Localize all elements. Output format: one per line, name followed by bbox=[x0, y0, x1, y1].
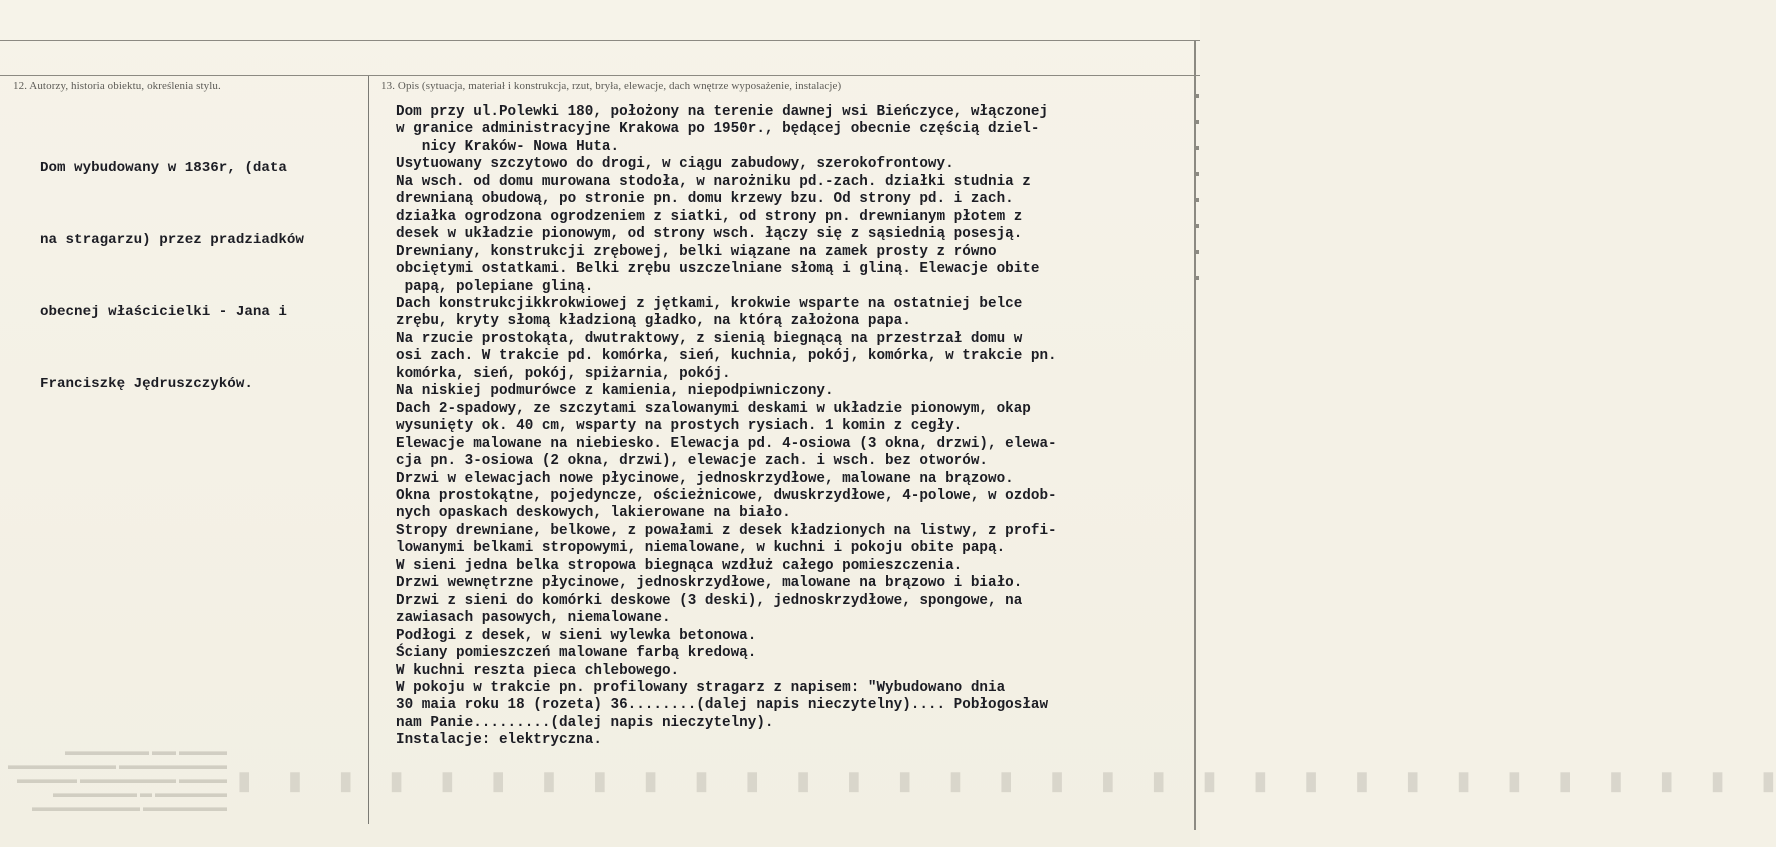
authors-line: obecnej właścicielki - Jana i bbox=[40, 304, 287, 320]
description-line: Drewniany, konstrukcji zrębowej, belki wiązane na zamek prosty z równo bbox=[396, 243, 997, 260]
column-divider bbox=[368, 76, 369, 824]
description-line: Podłogi z desek, w sieni wylewka betonowa. bbox=[396, 627, 757, 644]
description-line: zawiasach pasowych, niemalowane. bbox=[396, 610, 671, 627]
show-through-lines: ▬▬▬▬ ▬▬ ▬▬▬▬▬▬▬ ▬▬▬▬▬▬▬▬▬ ▬▬▬▬▬▬▬▬▬ ▬▬▬▬ ▬▬▬▬▬▬▬▬ ▬▬▬▬▬ ▬▬▬▬▬▬ ▬ ▬▬▬▬▬▬▬ ▬▬▬▬▬▬▬ ▬▬▬▬▬▬▬▬▬ bbox=[8, 744, 227, 814]
description-line: 30 maia roku 18 (rozeta) 36........(dalej napis nieczytelny).... Pobłogosław bbox=[396, 697, 1049, 714]
description-line: W kuchni reszta pieca chlebowego. bbox=[396, 662, 680, 679]
description-line: nam Panie.........(dalej napis nieczytelny). bbox=[396, 714, 774, 731]
description-line: drewnianą obudową, po stronie pn. domu krzewy bzu. Od strony pd. i zach. bbox=[396, 191, 1014, 208]
section-12-label: 12. Autorzy, historia obiektu, określenia stylu. bbox=[13, 80, 221, 92]
description-text bbox=[396, 104, 1176, 750]
authors-history-text bbox=[40, 108, 340, 444]
description-line: Drzwi z sieni do komórki deskowe (3 deski), jednoskrzydłowe, spongowe, na bbox=[396, 592, 1023, 609]
description-line: Drzwi w elewacjach nowe płycinowe, jednoskrzydłowe, malowane na brązowo. bbox=[396, 470, 1014, 487]
description-line: papą, polepiane gliną. bbox=[396, 278, 594, 295]
description-line: komórka, sień, pokój, spiżarnia, pokój. bbox=[396, 365, 731, 382]
description-line: Okna prostokątne, pojedyncze, ościeżnicowe, dwuskrzydłowe, 4-polowe, w ozdob- bbox=[396, 487, 1057, 504]
description-line: Stropy drewniane, belkowe, z powałami z desek kładzionych na listwy, z profi- bbox=[396, 522, 1057, 539]
description-line: lowanymi belkami stropowymi, niemalowane, w kuchni i pokoju obite papą. bbox=[396, 540, 1006, 557]
binding-marks bbox=[1192, 94, 1200, 324]
description-line: W sieni jedna belka stropowa biegnąca wzdłuż całego pomieszczenia. bbox=[396, 557, 963, 574]
description-line: w granice administracyjne Krakowa po 1950r., będącej obecnie częścią dziel- bbox=[396, 121, 1040, 138]
description-line: cja pn. 3-osiowa (2 okna, drzwi), elewacje zach. i wsch. bez otworów. bbox=[396, 453, 988, 470]
description-line: obciętymi ostatkami. Belki zrębu uszczelniane słomą i gliną. Elewacje obite bbox=[396, 261, 1040, 278]
description-line: Instalacje: elektryczna. bbox=[396, 732, 602, 749]
description-line: Na wsch. od domu murowana stodoła, w narożniku pd.-zach. działki studnia z bbox=[396, 173, 1031, 190]
description-line: wysunięty ok. 40 cm, wsparty na prostych rysiach. 1 komin z cegły. bbox=[396, 418, 963, 435]
header-separator-line bbox=[0, 75, 1200, 76]
top-border-line bbox=[0, 40, 1200, 41]
description-line: Dom przy ul.Polewki 180, położony na terenie dawnej wsi Bieńczyce, włączonej bbox=[396, 104, 1049, 120]
description-line: nych opaskach deskowych, lakierowane na biało. bbox=[396, 505, 791, 522]
description-line: Usytuowany szczytowo do drogi, w ciągu zabudowy, szerokofrontowy. bbox=[396, 156, 954, 173]
description-line: Ściany pomieszczeń malowane farbą kredową. bbox=[396, 645, 757, 662]
description-line: Dach konstrukcjikkrokwiowej z jętkami, krokwie wsparte na ostatniej belce bbox=[396, 295, 1023, 312]
description-line: desek w układzie pionowym, od strony wsch. łączy się z sąsiednią posesją. bbox=[396, 226, 1023, 243]
authors-line: na stragarzu) przez pradziadków bbox=[40, 232, 304, 248]
description-line: Dach 2-spadowy, ze szczytami szalowanymi deskami w układzie pionowym, okap bbox=[396, 400, 1031, 417]
section-13-label: 13. Opis (sytuacja, materiał i konstrukcja, rzut, bryła, elewacje, dach wnętrze wyposażenie, instalacje) bbox=[381, 80, 842, 92]
description-line: nicy Kraków- Nowa Huta. bbox=[396, 138, 620, 155]
description-line: Na rzucie prostokąta, dwutraktowy, z sienią biegnącą na przestrzał domu w bbox=[396, 330, 1023, 347]
description-line: osi zach. W trakcie pd. komórka, sień, kuchnia, pokój, komórka, w trakcie pn. bbox=[396, 348, 1057, 365]
show-through-alphabet: ▮ ▮ ▮ ▮ ▮ ▮ ▮ ▮ ▮ ▮ ▮ ▮ ▮ ▮ ▮ ▮ ▮ ▮ ▮ ▮ ▮ ▮ ▮ ▮ ▮ ▮ ▮ ▮ ▮ ▮ ▮ bbox=[222, 766, 1776, 795]
description-line: działka ogrodzona ogrodzeniem z siatki, od strony pn. drewnianym płotem z bbox=[396, 208, 1023, 225]
authors-line: Franciszkę Jędruszczyków. bbox=[40, 376, 253, 392]
description-line: zrębu, kryty słomą kładzioną gładko, na którą założona papa. bbox=[396, 313, 911, 330]
description-line: Na niskiej podmurówce z kamienia, niepodpiwniczony. bbox=[396, 383, 834, 400]
description-line: Drzwi wewnętrzne płycinowe, jednoskrzydłowe, malowane na brązowo i biało. bbox=[396, 575, 1023, 592]
description-line: Elewacje malowane na niebiesko. Elewacja pd. 4-osiowa (3 okna, drzwi), elewa- bbox=[396, 435, 1057, 452]
authors-line: Dom wybudowany w 1836r, (data bbox=[40, 160, 287, 176]
description-line: W pokoju w trakcie pn. profilowany stragarz z napisem: "Wybudowano dnia bbox=[396, 679, 1006, 696]
